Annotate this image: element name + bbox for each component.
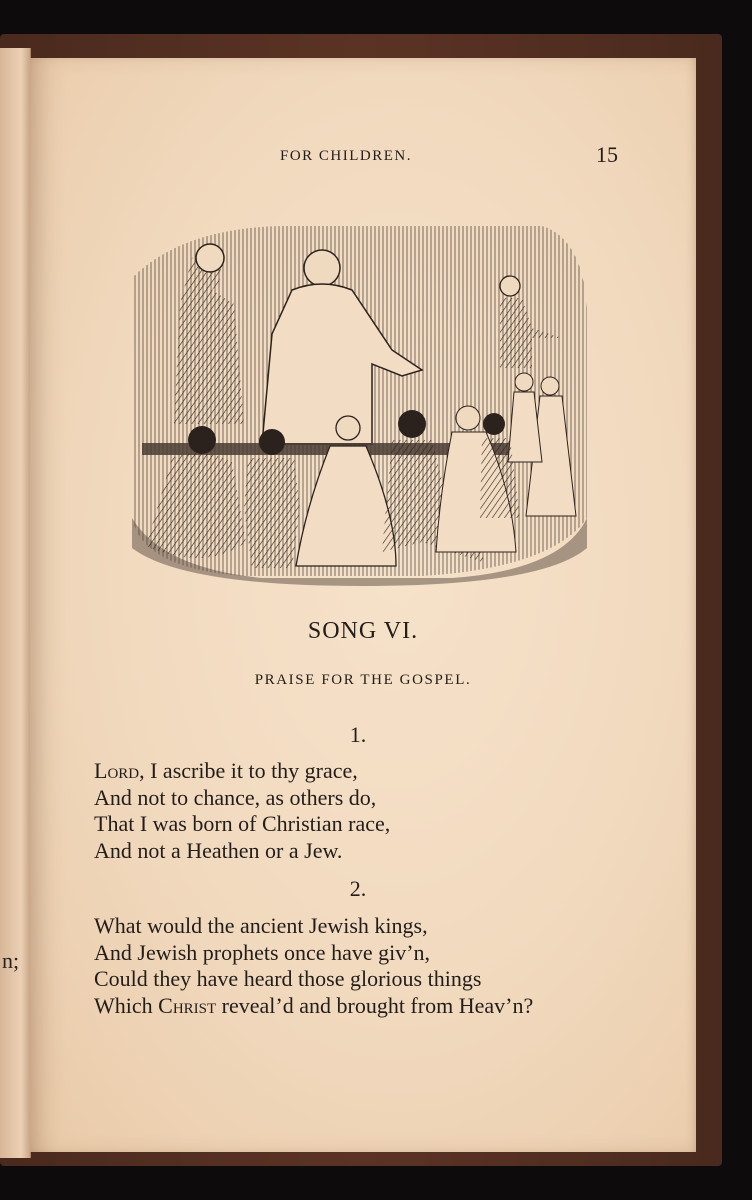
verse-line: What would the ancient Jewish kings, (94, 913, 428, 938)
verse-line: Could they have heard those glorious things (94, 966, 482, 991)
verse-line-rest: , I ascribe it to thy grace, (139, 758, 358, 783)
verse-line: That I was born of Christian race, (94, 811, 391, 836)
stanza-2 (94, 913, 533, 1019)
song-title: SONG VI. (307, 618, 419, 644)
left-page-edge (0, 48, 31, 1158)
stanza-number: 2. (349, 876, 367, 901)
stanza-1 (94, 758, 390, 864)
stanza-number: 1. (349, 722, 367, 747)
verse-line (94, 993, 533, 1020)
left-page-fragment: n; (2, 948, 20, 973)
page-number: 15 (596, 142, 618, 167)
running-head: FOR CHILDREN. (280, 148, 413, 164)
verse-line: And not a Heathen or a Jew. (94, 837, 343, 863)
verse-line (94, 758, 390, 785)
song-subtitle: PRAISE FOR THE GOSPEL. (254, 672, 472, 688)
verse-line-post: reveal’d and brought from Heav’n? (216, 992, 534, 1018)
verse-small-caps-word: Christ (158, 992, 217, 1018)
book-page (30, 58, 696, 1152)
verse-lead-word: Lord (94, 758, 140, 783)
verse-line: And Jewish prophets once have giv’n, (94, 939, 431, 965)
verse-line: And not to chance, as others do, (94, 784, 377, 810)
engraving-illustration (122, 218, 592, 586)
verse-line-pre: Which (94, 992, 159, 1018)
